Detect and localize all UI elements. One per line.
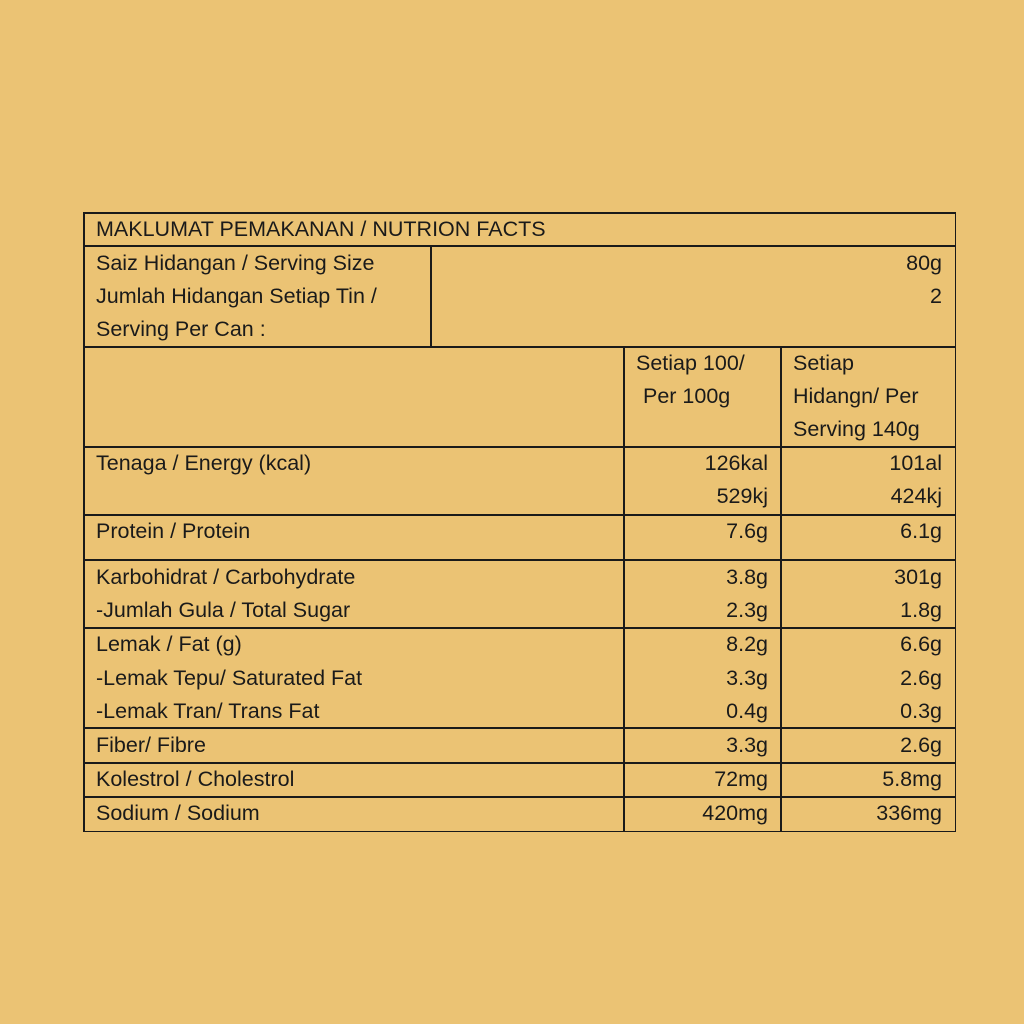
per100-column-divider [623, 346, 625, 832]
cholesterol-per100: 72mg [714, 767, 768, 791]
trans-fat-serving: 0.3g [900, 699, 942, 723]
nutrient-label-protein: Protein / Protein [96, 519, 251, 543]
nutrient-label-cholesterol: Kolestrol / Cholestrol [96, 767, 295, 791]
energy-serving-kj: 424kj [890, 484, 942, 508]
serving-per-can-value: 2 [930, 284, 942, 308]
fat-serving: 6.6g [900, 632, 942, 656]
saturated-fat-serving: 2.6g [900, 666, 942, 690]
column-header-per100: Setiap 100/ [636, 351, 745, 375]
carbohydrate-serving: 301g [894, 565, 942, 589]
sodium-per100: 420mg [702, 801, 768, 825]
serving-size-value: 80g [906, 251, 942, 275]
nutrition-facts-table [83, 212, 956, 832]
table-title: MAKLUMAT PEMAKANAN / NUTRION FACTS [96, 217, 546, 241]
nutrient-label-saturated-fat: -Lemak Tepu/ Saturated Fat [96, 666, 363, 690]
serving-column-divider [430, 245, 432, 346]
nutrient-label-energy: Tenaga / Energy (kcal) [96, 451, 312, 475]
sodium-serving: 336mg [876, 801, 942, 825]
protein-serving: 6.1g [900, 519, 942, 543]
column-header-serving: Hidangn/ Per [793, 384, 919, 408]
serving-per-can-label: Jumlah Hidangan Setiap Tin / [96, 284, 377, 308]
fibre-serving: 2.6g [900, 733, 942, 757]
table-border-right [955, 212, 957, 832]
serving-size-label: Saiz Hidangan / Serving Size [96, 251, 375, 275]
protein-per100: 7.6g [726, 519, 768, 543]
nutrient-label-fibre: Fiber/ Fibre [96, 733, 206, 757]
total-sugar-per100: 2.3g [726, 598, 768, 622]
energy-per100-kj: 529kj [716, 484, 768, 508]
cholesterol-serving: 5.8mg [882, 767, 942, 791]
serving-column-divider [780, 346, 782, 832]
nutrient-label-fat: Lemak / Fat (g) [96, 632, 242, 656]
fat-per100: 8.2g [726, 632, 768, 656]
table-border-bottom [83, 831, 956, 833]
nutrient-label-total-sugar: -Jumlah Gula / Total Sugar [96, 598, 351, 622]
saturated-fat-per100: 3.3g [726, 666, 768, 690]
column-header-per100: Per 100g [643, 384, 731, 408]
table-border-left [83, 212, 85, 832]
nutrient-label-carbohydrate: Karbohidrat / Carbohydrate [96, 565, 356, 589]
trans-fat-per100: 0.4g [726, 699, 768, 723]
nutrient-label-sodium: Sodium / Sodium [96, 801, 260, 825]
column-header-serving: Serving 140g [793, 417, 920, 441]
total-sugar-serving: 1.8g [900, 598, 942, 622]
energy-per100-kcal: 126kal [704, 451, 768, 475]
column-header-serving: Setiap [793, 351, 854, 375]
energy-serving-kcal: 101al [889, 451, 942, 475]
serving-per-can-label: Serving Per Can : [96, 317, 266, 341]
nutrient-label-trans-fat: -Lemak Tran/ Trans Fat [96, 699, 320, 723]
carbohydrate-per100: 3.8g [726, 565, 768, 589]
fibre-per100: 3.3g [726, 733, 768, 757]
